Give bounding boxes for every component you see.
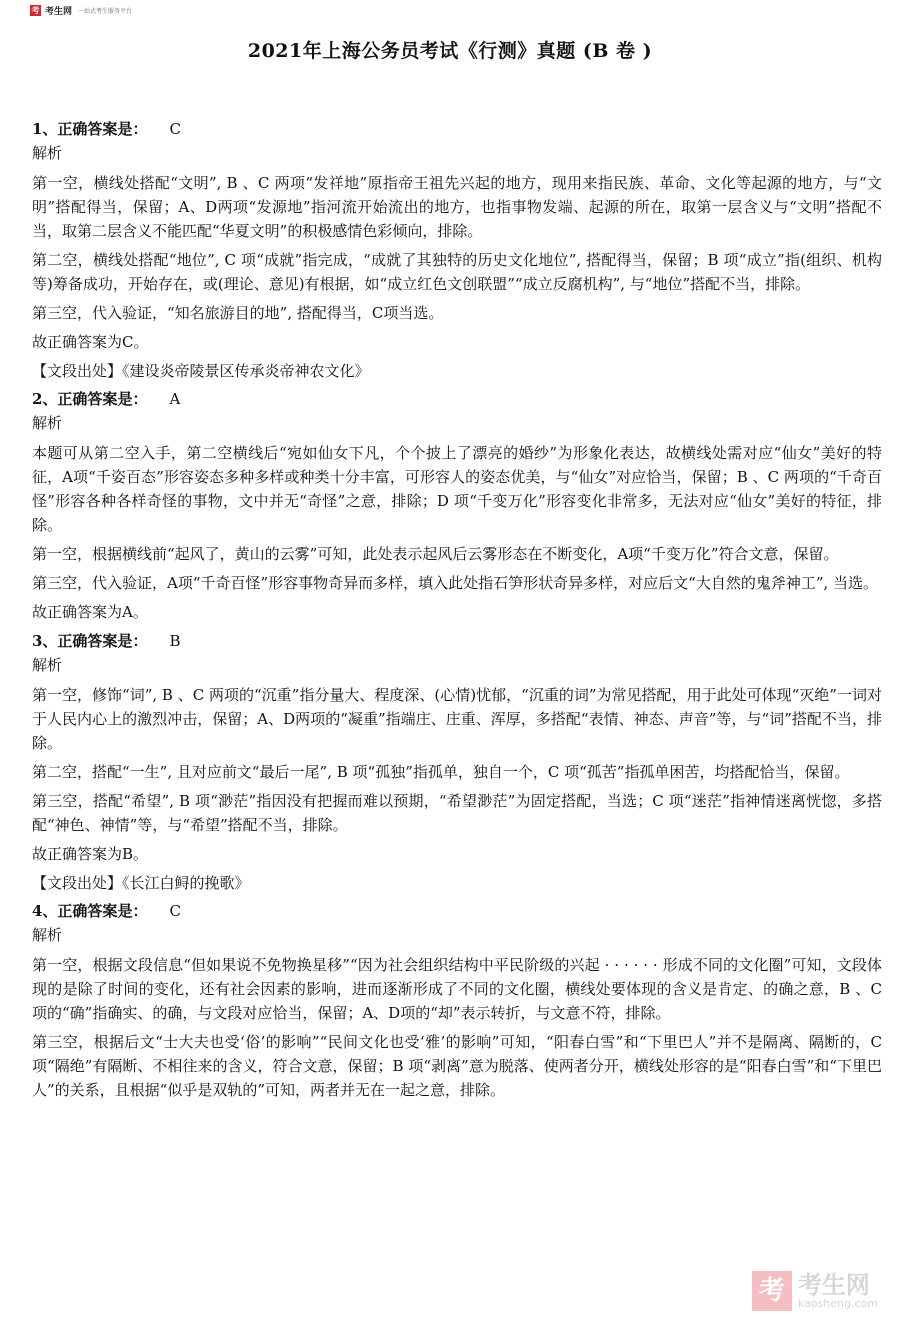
analysis-label: 解析 <box>32 144 63 162</box>
analysis-paragraph: 第三空，搭配“希望”, B 项“渺茫”指因没有把握而难以预期，“希望渺茫”为固定搭配，当选；C 项“迷茫”指神情迷离恍惚，多搭配“神色、神情”等，与“希望”搭配不当，排除。 <box>32 792 882 834</box>
analysis-paragraph: 第一空，修饰“词”, B 、C 两项的“沉重”指分量大、程度深、(心情)忧郁，“沉重的词”为常见搭配，用于此处可体现“灭绝”一词对于人民内心上的激烈冲击，保留；A、D两项的“凝重”指端庄、庄重、浑厚，多搭配“表情、神态、声音”等，与“词”搭配不当，排除。 <box>32 686 882 752</box>
question-label: 3、正确答案是： <box>32 632 148 650</box>
correct-answer: C <box>169 902 181 920</box>
question-heading <box>32 387 882 411</box>
correct-answer: C <box>169 120 181 138</box>
kaosheng-logo-icon: 考 <box>31 5 40 15</box>
logo-name: 考生网 <box>45 6 73 17</box>
analysis-paragraph: 第一空，横线处搭配“文明”, B 、C 两项“发祥地”原指帝王祖先兴起的地方，现用来指民族、革命、文化等起源的地方，与“文明”搭配得当，保留；A、D两项“发源地”指河流开始流出的地方，也指事物发端、起源的所在，取第一层含义与“文明”搭配不当，取第二层含义不能匹配“华夏文明”的积极感情色彩倾向，排除。 <box>32 174 882 240</box>
question-label: 1、正确答案是： <box>32 120 148 138</box>
analysis-paragraph: 第二空，横线处搭配“地位”, C 项“成就”指完成，“成就了其独特的历史文化地位”, 搭配得当，保留；B 项“成立”指(组织、机构等)筹备成功，开始存在，或(理论、意见)有根据，如“成立红色文创联盟”“成立反腐机构”, 与“地位”搭配不当，排除。 <box>32 251 882 293</box>
analysis-paragraph: 第一空，根据横线前“起风了，黄山的云雾”可知，此处表示起风后云雾形态在不断变化，A项“千变万化”符合文意，保留。 <box>32 545 839 563</box>
kaosheng-watermark-icon: 考 <box>752 1271 792 1311</box>
question-block-2 <box>32 387 882 624</box>
correct-answer: B <box>169 632 181 650</box>
page-title: 2021年上海公务员考试《行测》真题 (B 卷 ) <box>247 40 653 62</box>
analysis-paragraph: 故正确答案为C。 <box>32 333 149 351</box>
question-heading <box>32 117 882 141</box>
analysis-paragraph: 第二空，搭配“一生”, 且对应前文“最后一尾”, B 项“孤独”指孤单，独自一个，C 项“孤苦”指孤单困苦，均搭配恰当，保留。 <box>32 763 850 781</box>
correct-answer: A <box>169 390 181 408</box>
source-citation: 【文段出处】《建设炎帝陵景区传承炎帝神农文化》 <box>32 362 370 380</box>
analysis-label: 解析 <box>32 414 63 432</box>
analysis-paragraph: 第三空，代入验证，“知名旅游目的地”, 搭配得当，C项当选。 <box>32 304 444 322</box>
analysis-paragraph: 第一空，根据文段信息“但如果说不免物换星移”“因为社会组织结构中平民阶级的兴起 · · · · · · 形成不同的文化圈”可知，文段体现的是除了时间的变化，还有社会因素的影响，进而逐渐形成了不同的文化圈，横线处要体现的含义是肯定、的确之意，B 、C 项的“确”指确实、的确，与文段对应恰当，保留；A、D项的“却”表示转折，与文意不符，排除。 <box>32 956 882 1022</box>
analysis-paragraph: 故正确答案为B。 <box>32 845 149 863</box>
question-heading <box>32 899 882 923</box>
watermark-name: 考生网 <box>797 1271 870 1299</box>
analysis-paragraph: 故正确答案为A。 <box>32 603 148 621</box>
analysis-paragraph: 本题可从第二空入手，第二空横线后“宛如仙女下凡，个个披上了漂亮的婚纱”为形象化表达，故横线处需对应“仙女”美好的特征，A项“千姿百态”形容姿态多种多样或种类十分丰富，可形容人的姿态优美，与“仙女”对应恰当，保留；B 、C 两项的“千奇百怪”形容各种各样奇怪的事物，文中并无“奇怪”之意，排除；D 项“千变万化”形容变化非常多，无法对应“仙女”美好的特征，排除。 <box>32 444 882 534</box>
header-logo <box>30 3 132 17</box>
logo-slogan: 一站式考生服务平台 <box>78 7 133 15</box>
analysis-paragraph: 第三空，代入验证，A项“千奇百怪”形容事物奇异而多样，填入此处指石笋形状奇异多样，对应后文“大自然的鬼斧神工”, 当选。 <box>32 574 879 592</box>
question-label: 4、正确答案是： <box>32 902 148 920</box>
document-body <box>32 113 882 1107</box>
analysis-label: 解析 <box>32 926 63 944</box>
analysis-paragraph: 第三空，根据后文“士大夫也受‘俗’的影响”“民间文化也受‘雅’的影响”可知，“阳春白雪”和“下里巴人”并不是隔离、隔断的，C 项“隔绝”有隔断、不相往来的含义，符合文意，保留；B 项“剥离”意为脱落、使两者分开，横线处形容的是“阳春白雪”和“下里巴人”的关系，且根据“似乎是双轨的”可知，两者并无在一起之意，排除。 <box>32 1033 882 1099</box>
question-label: 2、正确答案是： <box>32 390 148 408</box>
watermark-url: kaosheng.com <box>797 1297 878 1310</box>
question-block-3 <box>32 629 882 895</box>
question-block-1 <box>32 117 882 383</box>
question-heading <box>32 629 882 653</box>
source-citation: 【文段出处】《长江白鲟的挽歌》 <box>32 874 250 892</box>
watermark <box>752 1271 878 1311</box>
analysis-label: 解析 <box>32 656 63 674</box>
question-block-4 <box>32 899 882 1102</box>
watermark-text <box>798 1272 878 1310</box>
